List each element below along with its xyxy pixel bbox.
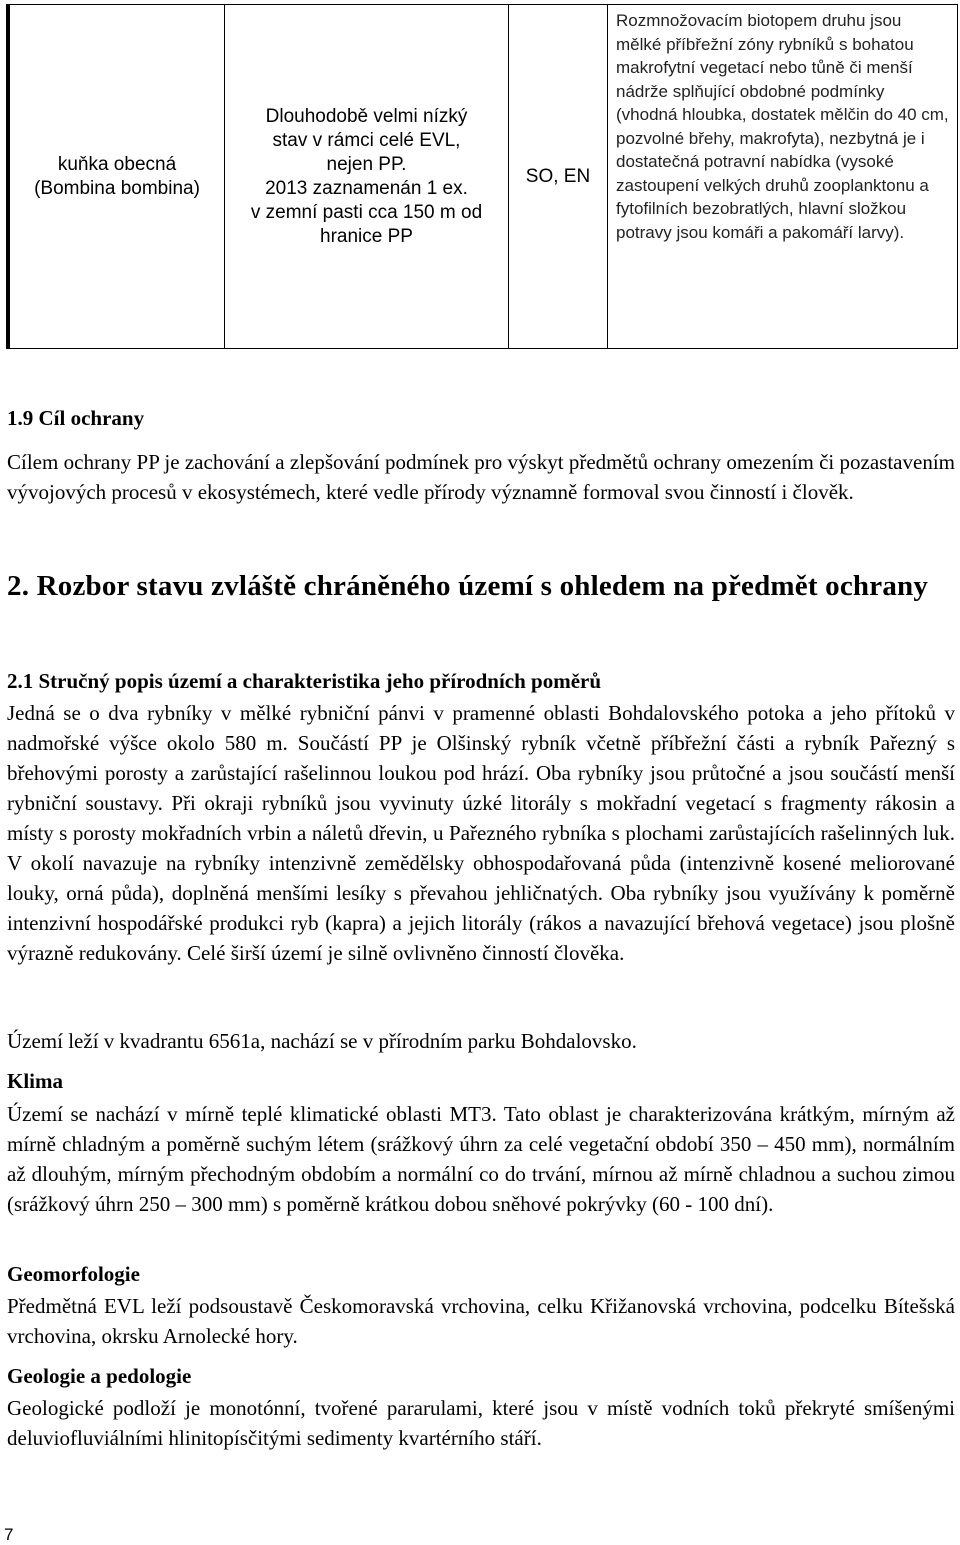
- protection-category-cell: SO, EN: [509, 5, 608, 349]
- klima-heading: Klima: [7, 1069, 63, 1093]
- table-row: [8, 5, 958, 349]
- state-line: Dlouhodobě velmi nízký: [265, 105, 468, 127]
- geologie-text: Geologické podloží je monotónní, tvořené pararulami, které jsou v místě vodních toků překryté smíšenými deluviofluviálními hlinitopísčitými sedimenty kvartérního stáří.: [7, 1396, 955, 1450]
- geologie-heading: Geologie a pedologie: [7, 1364, 192, 1388]
- species-latin-name: (Bombina bombina): [34, 177, 200, 199]
- state-line: 2013 zaznamenán 1 ex.: [265, 177, 468, 199]
- section-heading-2: 2. Rozbor stavu zvláště chráněného území s ohledem na předmět ochrany: [7, 570, 929, 602]
- section-text-2-1: Jedná se o dva rybníky v mělké rybniční pánvi v pramenné oblasti Bohdalovského potoka a jeho přítoků v nadmořské výšce okolo 580 m. Součástí PP je Olšinský rybník včetně příbřežní části a rybník Pařezný s břehovými porosty a zarůstající rašelinnou loukou pod hrází. Oba rybníky jsou průtočné a jsou součástí menší rybniční soustavy. Při okraji rybníků jsou vyvinuty úzké litorály s mokřadní vegetací s fragmenty rákosin a místy s porosty mokřadních vrbin a náletů dřevin, u Pařezného rybníka s plochami zarůstajících rašelinných luk. V okolí navazuje na rybníky intenzivně zemědělsky obhospodařovaná půda (intenzivně kosené meliorované louky, orná půda), doplněná menšími lesíky s převahou jehličnatých. Oba rybníky jsou využívány k poměrně intenzivní hospodářské produkci ryb (kapra) a jejich litorály (rákos a navazující břehová vegetace) jsou plošně výrazně redukovány. Celé širší území je silně ovlivněno činností člověka.: [7, 701, 955, 965]
- geomorfologie-text: Předmětná EVL leží podsoustavě Českomoravská vrchovina, celku Křižanovská vrchovina, podcelku Bítešská vrchovina, okrsku Arnolecké hory.: [7, 1294, 955, 1348]
- species-name: kuňka obecná: [57, 153, 177, 175]
- habitat-description-cell: Rozmnožovacím biotopem druhu jsou mělké příbřežní zóny rybníků s bohatou makrofytní vegetací nebo tůně či menší nádrže splňující obdobné podmínky (vhodná hloubka, dostatek mělčin do 40 cm, pozvolné břehy, makrofyta), nezbytná je i dostatečná potravní nabídka (vysoké zastoupení velkých druhů zooplanktonu a fytofilních bezobratlých, hlavní složkou potravy jsou komáři a pakomáří larvy).: [608, 5, 958, 349]
- page-number: 7: [4, 1525, 14, 1544]
- state-line: hranice PP: [320, 225, 413, 247]
- section-text-1-9: Cílem ochrany PP je zachování a zlepšování podmínek pro výskyt předmětů ochrany omezením či pozastavením vývojových procesů v ekosystémech, které vedle přírody významně formoval svou činností i člověk.: [7, 450, 955, 504]
- state-line: stav v rámci celé EVL,: [272, 129, 461, 151]
- state-line: v zemní pasti cca 150 m od: [250, 201, 483, 223]
- species-state-cell: [225, 5, 509, 349]
- geomorfologie-heading: Geomorfologie: [7, 1262, 140, 1286]
- species-table: [6, 4, 958, 349]
- species-name-cell: [8, 5, 225, 349]
- klima-text: Území se nachází v mírně teplé klimatické oblasti MT3. Tato oblast je charakterizována krátkým, mírným až mírně chladným a poměrně suchým létem (srážkový úhrn za celé vegetační období 350 – 450 mm), normálním až dlouhým, mírným přechodným obdobím a normální co do trvání, mírnou až mírně chladnou a suchou zimou (srážkový úhrn 250 – 300 mm) s poměrně krátkou dobou sněhové pokrývky (60 - 100 dní).: [7, 1102, 955, 1216]
- state-line: nejen PP.: [326, 153, 407, 175]
- section-heading-2-1: 2.1 Stručný popis území a charakteristika jeho přírodních poměrů: [7, 669, 602, 693]
- section-heading-1-9: 1.9 Cíl ochrany: [7, 406, 145, 430]
- section-text-2-1-location: Území leží v kvadrantu 6561a, nachází se v přírodním parku Bohdalovsko.: [7, 1029, 637, 1053]
